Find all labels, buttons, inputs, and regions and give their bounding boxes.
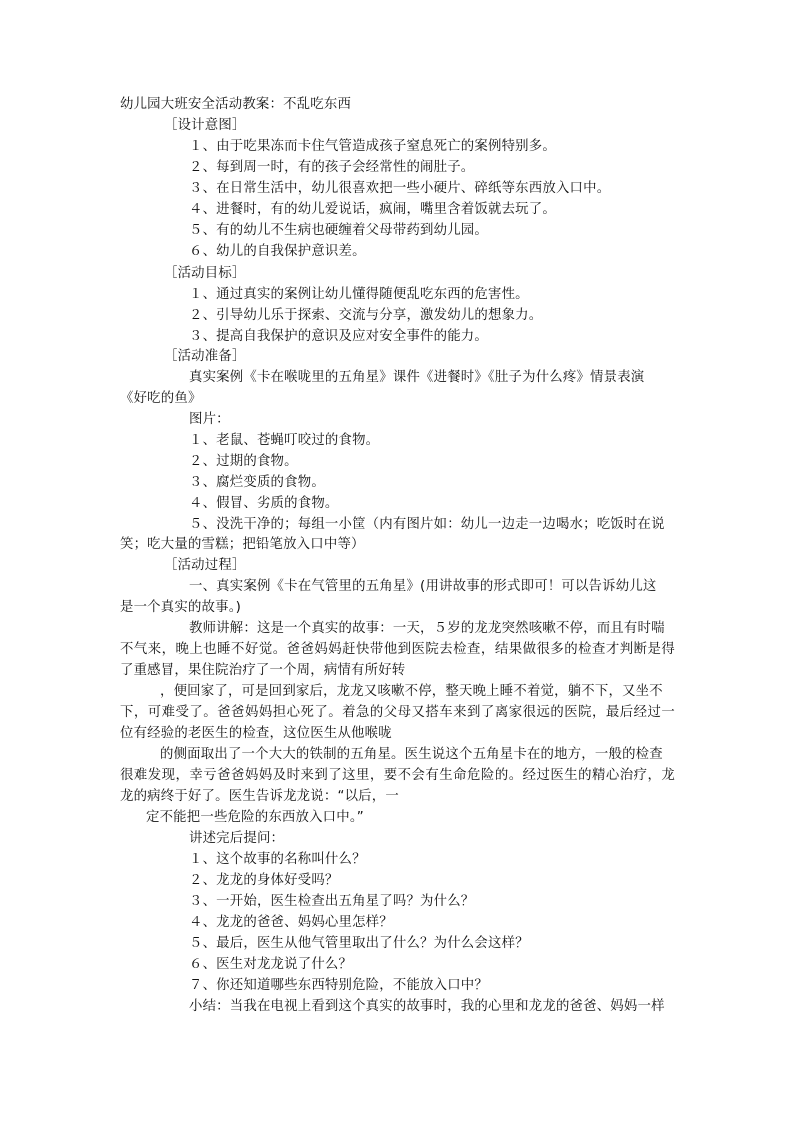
pictures-label: 图片： <box>189 412 230 427</box>
story-line: 位有经验的老医生的检查，这位医生从他喉咙 <box>120 726 392 741</box>
design-intent-item: ５、有的幼儿不生病也硬缠着父母带药到幼儿园。 <box>189 223 488 238</box>
question-item: ６、医生对龙龙说了什么？ <box>189 957 353 972</box>
story-line: 教师讲解：这是一个真实的故事：一天，５岁的龙龙突然咳嗽不停，而且有时喘 <box>189 621 665 636</box>
story-line: 定不能把一些危险的东西放入口中。” <box>146 810 364 825</box>
process-part1-line: 一、真实案例《卡在气管里的五角星》(用讲故事的形式即可！可以告诉幼儿这 <box>189 579 657 594</box>
design-intent-item: ２、每到周一时，有的孩子会经常性的闹肚子。 <box>189 160 475 175</box>
story-line: 龙的病终于好了。医生告诉龙龙说：“以后，一 <box>120 789 399 804</box>
question-item: ４、龙龙的爸爸、妈妈心里怎样？ <box>189 915 393 930</box>
story-line: 不气来，晚上也睡不好觉。爸爸妈妈赶快带他到医院去检查，结果做很多的检查才判断是得 <box>120 642 675 657</box>
question-item: ３、一开始，医生检查出五角星了吗？为什么？ <box>189 894 475 909</box>
goals-item: ３、提高自我保护的意识及应对安全事件的能力。 <box>189 329 488 344</box>
design-intent-heading: ［设计意图］ <box>164 118 246 133</box>
goals-item: １、通过真实的案例让幼儿懂得随便乱吃东西的危害性。 <box>189 287 529 302</box>
goals-heading: ［活动目标］ <box>164 266 246 281</box>
story-line: 的侧面取出了一个大大的铁制的五角星。医生说这个五角星卡在的地方，一般的检查 <box>160 747 663 762</box>
goals-item: ２、引导幼儿乐于探索、交流与分享，激发幼儿的想象力。 <box>189 308 543 323</box>
preparation-heading: ［活动准备］ <box>164 349 246 364</box>
picture-item: ４、假冒、劣质的食物。 <box>189 496 339 511</box>
design-intent-item: ４、进餐时，有的幼儿爱说话，疯闹，嘴里含着饭就去玩了。 <box>189 202 556 217</box>
process-heading: ［活动过程］ <box>164 558 246 573</box>
preparation-line: 真实案例《卡在喉咙里的五角星》课件《进餐时》《肚子为什么疼》情景表演 <box>189 370 645 385</box>
preparation-line: 《好吃的鱼》 <box>120 391 202 406</box>
question-item: ５、最后，医生从他气管里取出了什么？为什么会这样？ <box>189 936 529 951</box>
question-item: ２、龙龙的身体好受吗？ <box>189 873 339 888</box>
question-item: １、这个故事的名称叫什么？ <box>189 852 366 867</box>
story-line: 了重感冒，果住院治疗了一个周，病情有所好转 <box>120 663 406 678</box>
picture-item: １、老鼠、苍蝇叮咬过的食物。 <box>189 433 380 448</box>
story-line: 很难发现，幸亏爸爸妈妈及时来到了这里，要不会有生命危险的。经过医生的精心治疗，龙 <box>120 768 675 783</box>
picture-item: ３、腐烂变质的食物。 <box>189 475 325 490</box>
question-item: ７、你还知道哪些东西特别危险，不能放入口中？ <box>189 978 488 993</box>
process-part1-line: 是一个真实的故事。) <box>120 600 242 615</box>
story-line: 下，可难受了。爸爸妈妈担心死了。着急的父母又搭车来到了离家很远的医院，最后经过一 <box>120 705 675 720</box>
story-line: ，便回家了，可是回到家后，龙龙又咳嗽不停，整天晚上睡不着觉，躺不下，又坐不 <box>160 684 663 699</box>
questions-intro: 讲述完后提问： <box>189 831 285 846</box>
design-intent-item: ６、幼儿的自我保护意识差。 <box>189 244 366 259</box>
summary-line: 小结：当我在电视上看到这个真实的故事时，我的心里和龙龙的爸爸、妈妈一样 <box>189 999 665 1014</box>
design-intent-item: １、由于吃果冻而卡住气管造成孩子窒息死亡的案例特别多。 <box>189 139 556 154</box>
document-title: 幼儿园大班安全活动教案：不乱吃东西 <box>120 97 352 112</box>
picture-item-continued: 笑；吃大量的雪糕；把铅笔放入口中等） <box>120 537 365 552</box>
picture-item: ５、没洗干净的；每组一小筐（内有图片如：幼儿一边走一边喝水；吃饭时在说 <box>189 517 665 532</box>
design-intent-item: ３、在日常生活中，幼儿很喜欢把一些小硬片、碎纸等东西放入口中。 <box>189 181 611 196</box>
picture-item: ２、过期的食物。 <box>189 454 298 469</box>
